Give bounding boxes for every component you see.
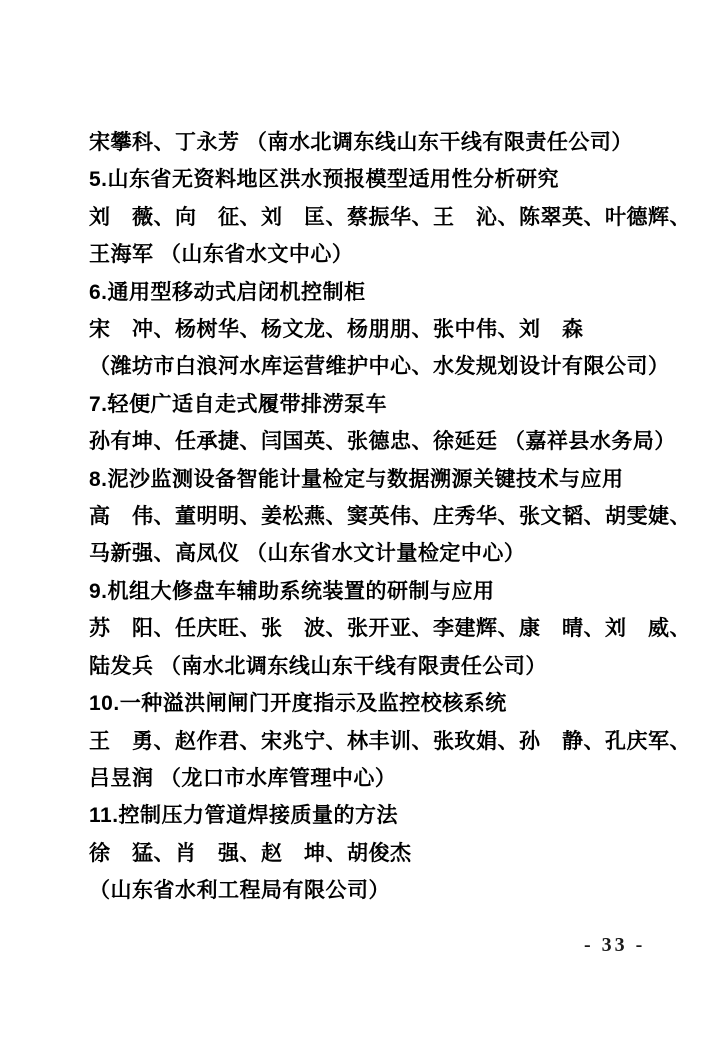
entry10-authors-line: 王 勇、赵作君、宋兆宁、林丰训、张玫娟、孙 静、孔庆军、 [89,729,691,753]
entry5-authors-org-line: 王海军 （山东省水文中心） [89,243,354,267]
entry6-org-line: （潍坊市白浪河水库运营维护中心、水发规划设计有限公司） [89,355,670,379]
entry10-title-line: 10.一种溢洪闸闸门开度指示及监控校核系统 [89,692,507,716]
entry9-authors-line: 苏 阳、任庆旺、张 波、张开亚、李建辉、康 晴、刘 威、 [89,617,691,641]
entry8-authors-org-line: 马新强、高凤仪 （山东省水文计量检定中心） [89,542,526,566]
entry4-authors-org-line: 宋攀科、丁永芳 （南水北调东线山东干线有限责任公司） [89,131,633,154]
entry7-authors-org-line: 孙有坤、任承捷、闫国英、张德忠、徐延廷 （嘉祥县水务局） [89,430,676,454]
entry11-authors-line: 徐 猛、肖 强、赵 坤、胡俊杰 [89,841,412,865]
entry6-title-line: 6.通用型移动式启闭机控制柜 [89,280,366,304]
page-number: - 33 - [584,934,646,956]
entry5-authors-line: 刘 薇、向 征、刘 匡、蔡振华、王 沁、陈翠英、叶德辉、 [89,205,691,229]
entry9-authors-org-line: 陆发兵 （南水北调东线山东干线有限责任公司） [89,654,547,678]
document-content [89,124,691,910]
entry8-title-line: 8.泥沙监测设备智能计量检定与数据溯源关键技术与应用 [89,467,624,491]
entry7-title-line: 7.轻便广适自走式履带排涝泵车 [89,392,388,416]
entry9-title-line: 9.机组大修盘车辅助系统装置的研制与应用 [89,579,495,603]
entry11-title-line: 11.控制压力管道焊接质量的方法 [89,804,399,828]
entry8-authors-line: 高 伟、董明明、姜松燕、窦英伟、庄秀华、张文韬、胡雯婕、 [89,505,691,529]
entry10-authors-org-line: 吕昱润 （龙口市水库管理中心） [89,766,397,790]
entry5-title-line: 5.山东省无资料地区洪水预报模型适用性分析研究 [89,168,560,192]
entry11-org-line: （山东省水利工程局有限公司） [89,879,390,903]
entry6-authors-line: 宋 冲、杨树华、杨文龙、杨朋朋、张中伟、刘 森 [89,318,584,342]
